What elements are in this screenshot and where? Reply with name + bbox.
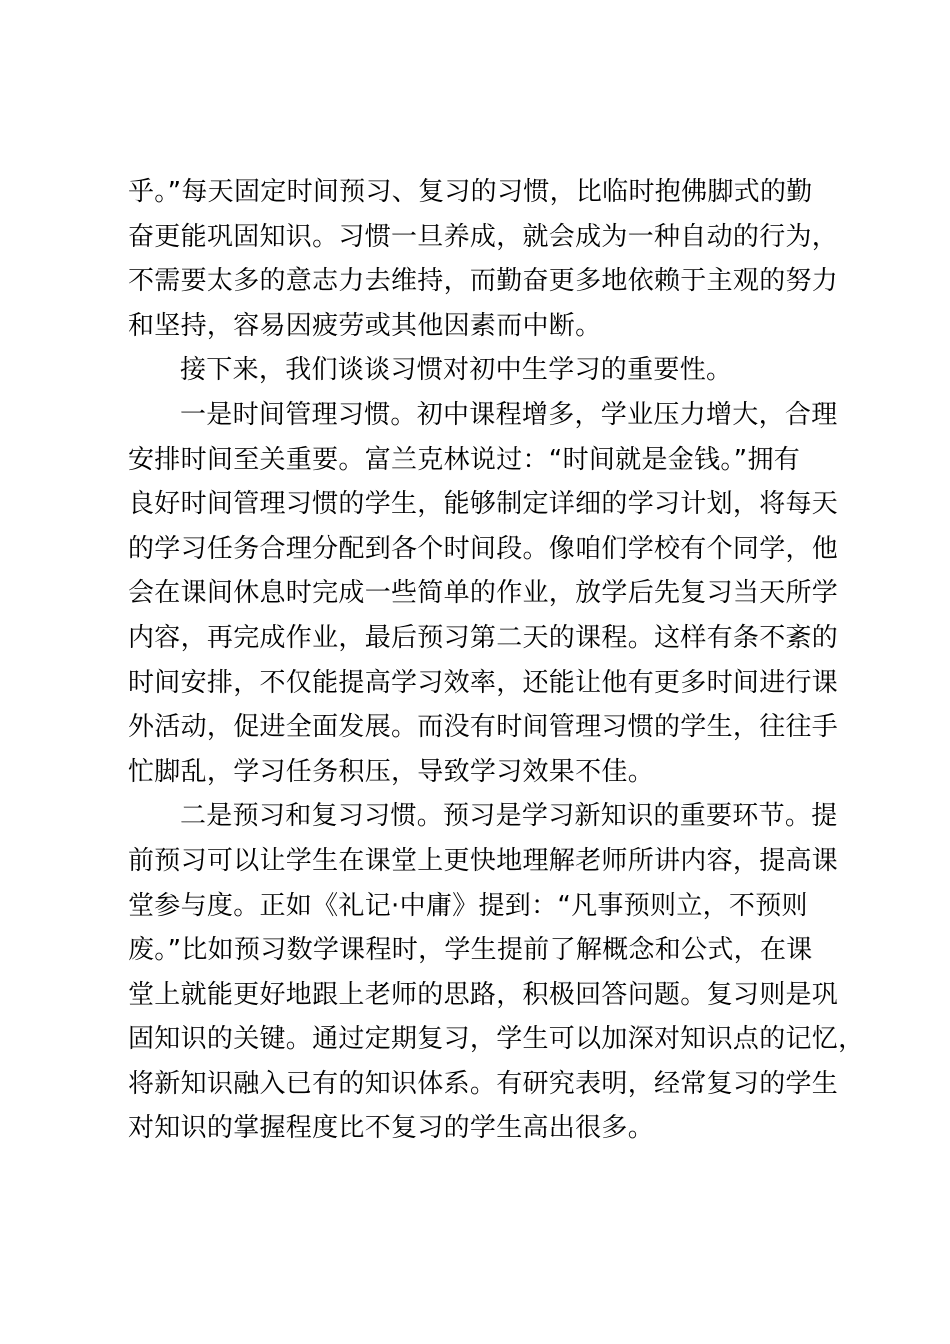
text-line: 废。”比如预习数学课程时，学生提前了解概念和公式，在课 bbox=[128, 935, 813, 966]
body-text bbox=[128, 170, 865, 1151]
text-line: 外活动，促进全面发展。而没有时间管理习惯的学生，往往手 bbox=[128, 712, 839, 743]
text-line: 奋更能巩固知识。习惯一旦养成，就会成为一种自动的行为， bbox=[128, 221, 839, 252]
text-line: 会在课间休息时完成一些简单的作业，放学后先复习当天所学 bbox=[128, 578, 839, 609]
paragraph-4 bbox=[128, 794, 865, 1151]
text-line: 内容，再完成作业，最后预习第二天的课程。这样有条不紊的 bbox=[128, 622, 839, 653]
text-line: 乎。”每天固定时间预习、复习的习惯，比临时抱佛脚式的勤 bbox=[128, 177, 813, 207]
text-line: 固知识的关键。通过定期复习，学生可以加深对知识点的记忆， bbox=[128, 1024, 865, 1055]
text-line: 二是预习和复习习惯。预习是学习新知识的重要环节。提 bbox=[180, 801, 838, 832]
text-line: 堂参与度。正如《礼记·中庸》提到：“凡事预则立，不预则 bbox=[128, 890, 808, 921]
text-line: 堂上就能更好地跟上老师的思路，积极回答问题。复习则是巩 bbox=[128, 979, 839, 1010]
text-line: 时间安排，不仅能提高学习效率，还能让他有更多时间进行课 bbox=[128, 667, 839, 698]
text-line: 接下来，我们谈谈习惯对初中生学习的重要性。 bbox=[180, 355, 733, 386]
text-line: 不需要太多的意志力去维持，而勤奋更多地依赖于主观的努力 bbox=[128, 266, 839, 297]
text-line: 将新知识融入已有的知识体系。有研究表明，经常复习的学生 bbox=[128, 1068, 839, 1099]
text-line: 前预习可以让学生在课堂上更快地理解老师所讲内容，提高课 bbox=[128, 845, 839, 876]
text-line: 和坚持，容易因疲劳或其他因素而中断。 bbox=[128, 310, 602, 341]
paragraph-2 bbox=[128, 348, 838, 393]
text-line: 安排时间至关重要。富兰克林说过：“时间就是金钱。”拥有 bbox=[128, 444, 801, 475]
text-line: 良好时间管理习惯的学生，能够制定详细的学习计划，将每天 bbox=[128, 489, 839, 520]
text-line: 的学习任务合理分配到各个时间段。像咱们学校有个同学，他 bbox=[128, 533, 839, 564]
text-line: 对知识的掌握程度比不复习的学生高出很多。 bbox=[128, 1113, 655, 1144]
paragraph-3 bbox=[128, 393, 838, 794]
paragraph-1 bbox=[128, 170, 838, 348]
text-line: 忙脚乱，学习任务积压，导致学习效果不佳。 bbox=[128, 756, 655, 787]
text-line: 一是时间管理习惯。初中课程增多，学业压力增大，合理 bbox=[180, 399, 838, 430]
